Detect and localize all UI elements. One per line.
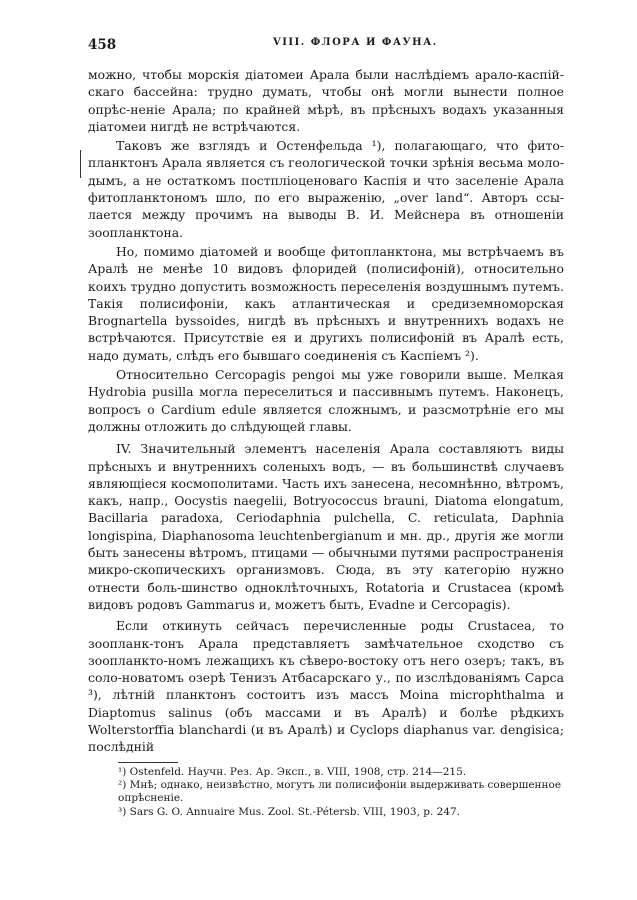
running-head: VIII. ФЛОРА И ФАУНА.	[273, 37, 438, 48]
paragraph: Относительно Cercopagis pengoi мы уже говорили выше. Мелкая Hydrobia pusilla могла переселиться и пассивнымъ путемъ. Наконецъ, вопросъ о Cardium edule является сложнымъ, и разсмотрѣніе его мы должны отложить до слѣдующей главы.	[88, 367, 564, 434]
paragraph: IV. Значительный элементъ населенія Арала составляютъ виды прѣсныхъ и внутреннихъ соленыхъ водъ, — въ большинствѣ случаевъ являющіеся космополитами. Часть ихъ занесена, несомнѣнно, вѣтромъ, какъ, напр., Oocystis naegelii, Botryococcus brauni, Diatoma elongatum, Bacillaria paradoxa, Ceriodaphnia pulchella, C. reticulata, Daphnia longispina, Diaphanosoma leuchtenbergianum и мн. др., другія же могли быть занесены вѣтромъ, птицами — обычными путями распространенія микро-скопическихъ организмовъ. Сюда, въ эту категорію нужно отнести боль-шинство одноклѣточныхъ, Rotatoria и Crustacea (кромѣ видовъ родовъ Gammarus и, можетъ быть, Evadne и Cercopagis).	[88, 441, 564, 612]
paragraph: Но, помимо діатомей и вообще фитопланктона, мы встрѣчаемъ въ Аралѣ не менѣе 10 видовъ флоридей (полисифоній), относительно коихъ трудно допустить возможность переселенія воздушнымъ путемъ. Такія полисифоніи, какъ атлантическая и средиземноморская Brognartella byssoides, нигдѣ въ прѣсныхъ и внутреннихъ водахъ не встрѣчаются. Присутствіе ея и другихъ полисифоній въ Аралѣ есть, надо думать, слѣдъ его бывшаго соединенія съ Каспіемъ ²).	[88, 243, 564, 363]
body-text	[88, 66, 564, 758]
footnote: ³) Sars G. O. Annuaire Mus. Zool. St.-Pétersb. VIII, 1903, p. 247.	[118, 805, 461, 818]
page-number: 458	[88, 37, 117, 53]
paragraph: Таковъ же взглядъ и Остенфельда ¹), полагающаго, что фито-планктонъ Арала является съ геологической точки зрѣнія весьма моло-дымъ, а не остаткомъ постпліоценоваго Каспія и что заселеніе Арала фитопланктономъ шло, по его выраженію, „over land“. Авторъ ссы-лается между прочимъ на выводы В. И. Мейснера въ отношеніи зоопланктона.	[88, 138, 564, 240]
footnotes	[88, 766, 564, 819]
footnote: ¹) Ostenfeld. Научн. Рез. Ар. Эксп., в. VIII, 1908, стр. 214—215.	[118, 766, 467, 778]
footnote-rule	[118, 762, 178, 763]
paragraph: можно, чтобы морскія діатомеи Арала были наслѣдіемъ арало-каспій-скаго бассейна: трудно думать, чтобы онѣ могли вынести полное опрѣс-неніе Арала; по крайней мѣрѣ, въ прѣсныхъ водахъ указанныя діатомеи нигдѣ не встрѣчаются.	[88, 67, 564, 134]
paragraph: Если откинуть сейчасъ перечисленные роды Crustacea, то зоопланк-тонъ Арала представляетъ замѣчательное сходство съ зоопланкто-номъ лежащихъ къ сѣверо-востоку отъ него озеръ; такъ, въ соло-новатомъ озерѣ Тенизъ Атбасарскаго у., по изслѣдованіямъ Сарса ³), лѣтній планктонъ состоитъ изъ массъ Moina microphthalma и Diaptomus salinus (объ массами и въ Аралѣ) и болѣе рѣдкихъ Wolterstorffia blanchardi (и въ Аралѣ) и Cyclops diaphanus var. dengisica; послѣдній	[88, 618, 564, 755]
page-header	[88, 37, 572, 57]
footnote: ²) Мнѣ; однако, неизвѣстно, могутъ ли полисифоніи выдерживать совершенное опрѣсненіе.	[118, 779, 562, 805]
